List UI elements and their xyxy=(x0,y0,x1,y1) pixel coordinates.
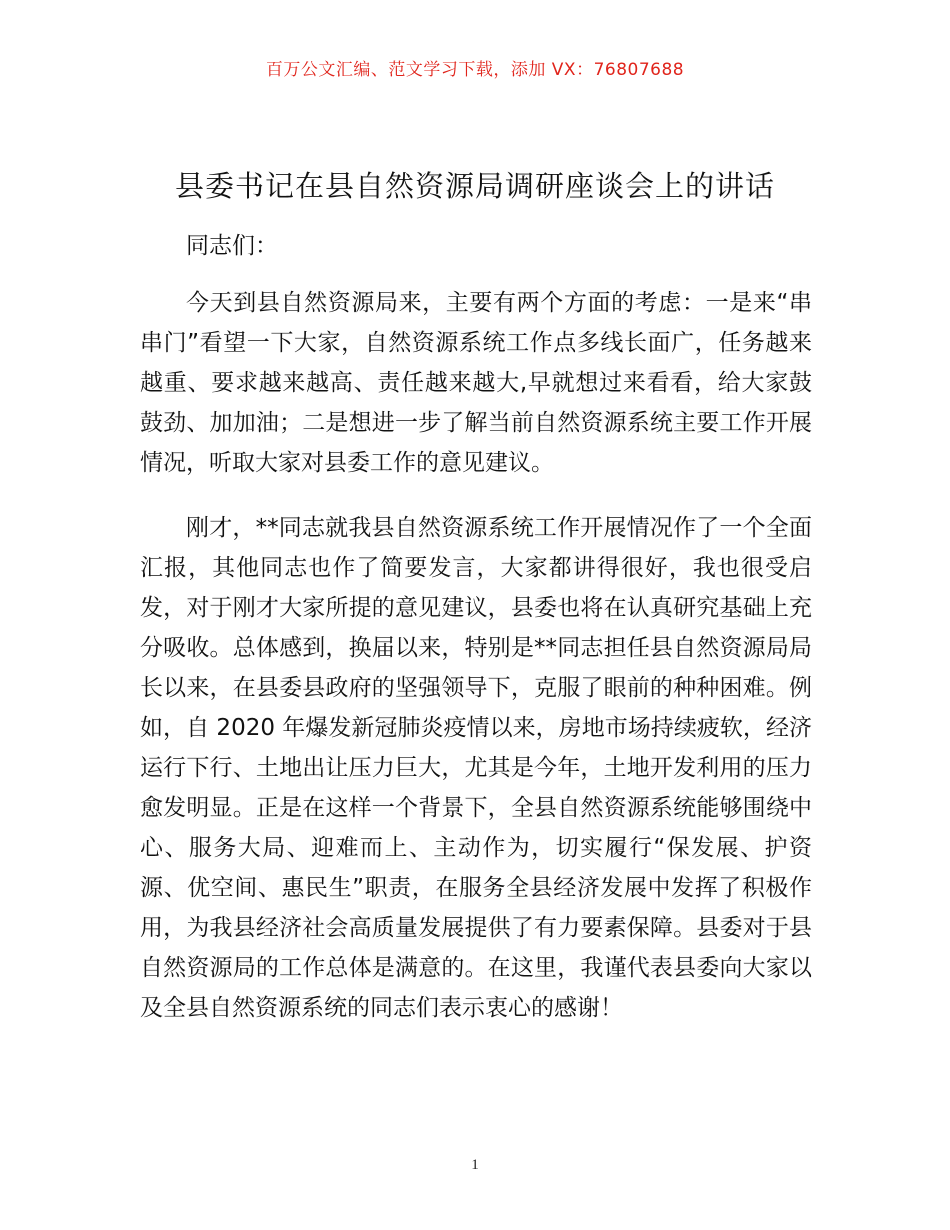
greeting: 同志们： xyxy=(186,233,278,259)
document-body xyxy=(140,226,812,1028)
document-title: 县委书记在县自然资源局调研座谈会上的讲话 xyxy=(174,169,775,203)
page-number: 1 xyxy=(471,1157,479,1173)
header-note: 百万公文汇编、范文学习下载，添加 VX：76807688 xyxy=(265,60,685,80)
paragraph-2: 刚才，**同志就我县自然资源系统工作开展情况作了一个全面汇报，其他同志也作了简要发言，大家都讲得很好，我也很受启发，对于刚才大家所提的意见建议，县委也将在认真研究基础上充分吸收。总体感到，换届以来，特别是**同志担任县自然资源局局长以来，在县委县政府的坚强领导下，克服了眼前的种种困难。例如，自 2020 年爆发新冠肺炎疫情以来，房地市场持续疲软，经济运行下行、土地出让压力巨大，尤其是今年，土地开发利用的压力愈发明显。正是在这样一个背景下，全县自然资源系统能够围绕中心、服务大局、迎难而上、主动作为，切实履行“保发展、护资源、优空间、惠民生”职责，在服务全县经济发展中发挥了积极作用，为我县经济社会高质量发展提供了有力要素保障。县委对于县自然资源局的工作总体是满意的。在这里，我谨代表县委向大家以及全县自然资源系统的同志们表示衷心的感谢！ xyxy=(140,515,812,1021)
paragraph-1: 今天到县自然资源局来，主要有两个方面的考虑：一是来“串串门”看望一下大家，自然资源系统工作点多线长面广，任务越来越重、要求越来越高、责任越来越大,早就想过来看看，给大家鼓鼓劲、加加油；二是想进一步了解当前自然资源系统主要工作开展情况，听取大家对县委工作的意见建议。 xyxy=(140,290,812,476)
